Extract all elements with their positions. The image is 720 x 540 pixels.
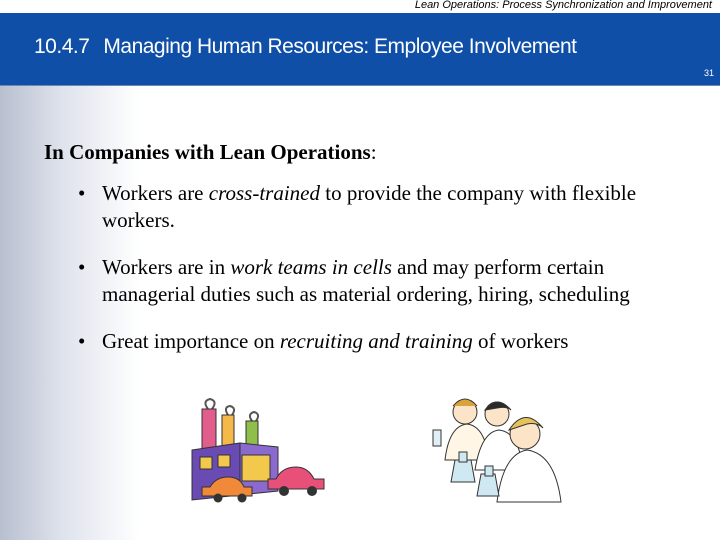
bullet-text <box>102 254 698 308</box>
subheading <box>44 140 377 165</box>
title-divider <box>0 85 720 86</box>
bullet-text <box>102 328 698 355</box>
bullet-text-part: and may perform certain managerial duties such as material ordering, hiring, scheduling <box>102 255 630 306</box>
bullet-text-part: Workers are in <box>102 255 231 279</box>
bullet-emphasis: work teams in cells <box>230 255 392 279</box>
bullet-emphasis: recruiting and training <box>279 329 473 353</box>
slide-title <box>34 35 576 59</box>
slide-number: 31 <box>703 68 714 78</box>
bullet-marker: • <box>78 255 86 279</box>
bullet-text-part: to provide the company with flexible workers. <box>102 181 637 232</box>
bullet-text-part: Great importance on <box>102 329 280 353</box>
bullet-marker: • <box>78 181 86 205</box>
bullet-marker: • <box>78 329 86 353</box>
bullet-text-part: of workers <box>472 329 569 353</box>
bullet-list <box>78 180 698 375</box>
title-text: Managing Human Resources: Employee Involvement <box>103 35 577 58</box>
section-number: 10.4.7 <box>34 35 90 58</box>
header-caption: Lean Operations: Process Synchronization and Improvement <box>414 0 712 11</box>
bullet-text-part: Workers are <box>102 181 209 205</box>
bullet-item <box>78 180 698 234</box>
bullet-emphasis: cross-trained <box>208 181 320 205</box>
bullet-item <box>78 328 698 355</box>
subheading-text: In Companies with Lean Operations <box>44 140 371 164</box>
bullet-item <box>78 254 698 308</box>
title-bar <box>0 13 720 85</box>
header-strip <box>0 0 720 13</box>
lab-workers-clipart-icon <box>425 390 565 505</box>
bullet-text <box>102 180 698 234</box>
subheading-colon: : <box>370 140 377 164</box>
factory-cars-clipart-icon <box>180 395 340 505</box>
